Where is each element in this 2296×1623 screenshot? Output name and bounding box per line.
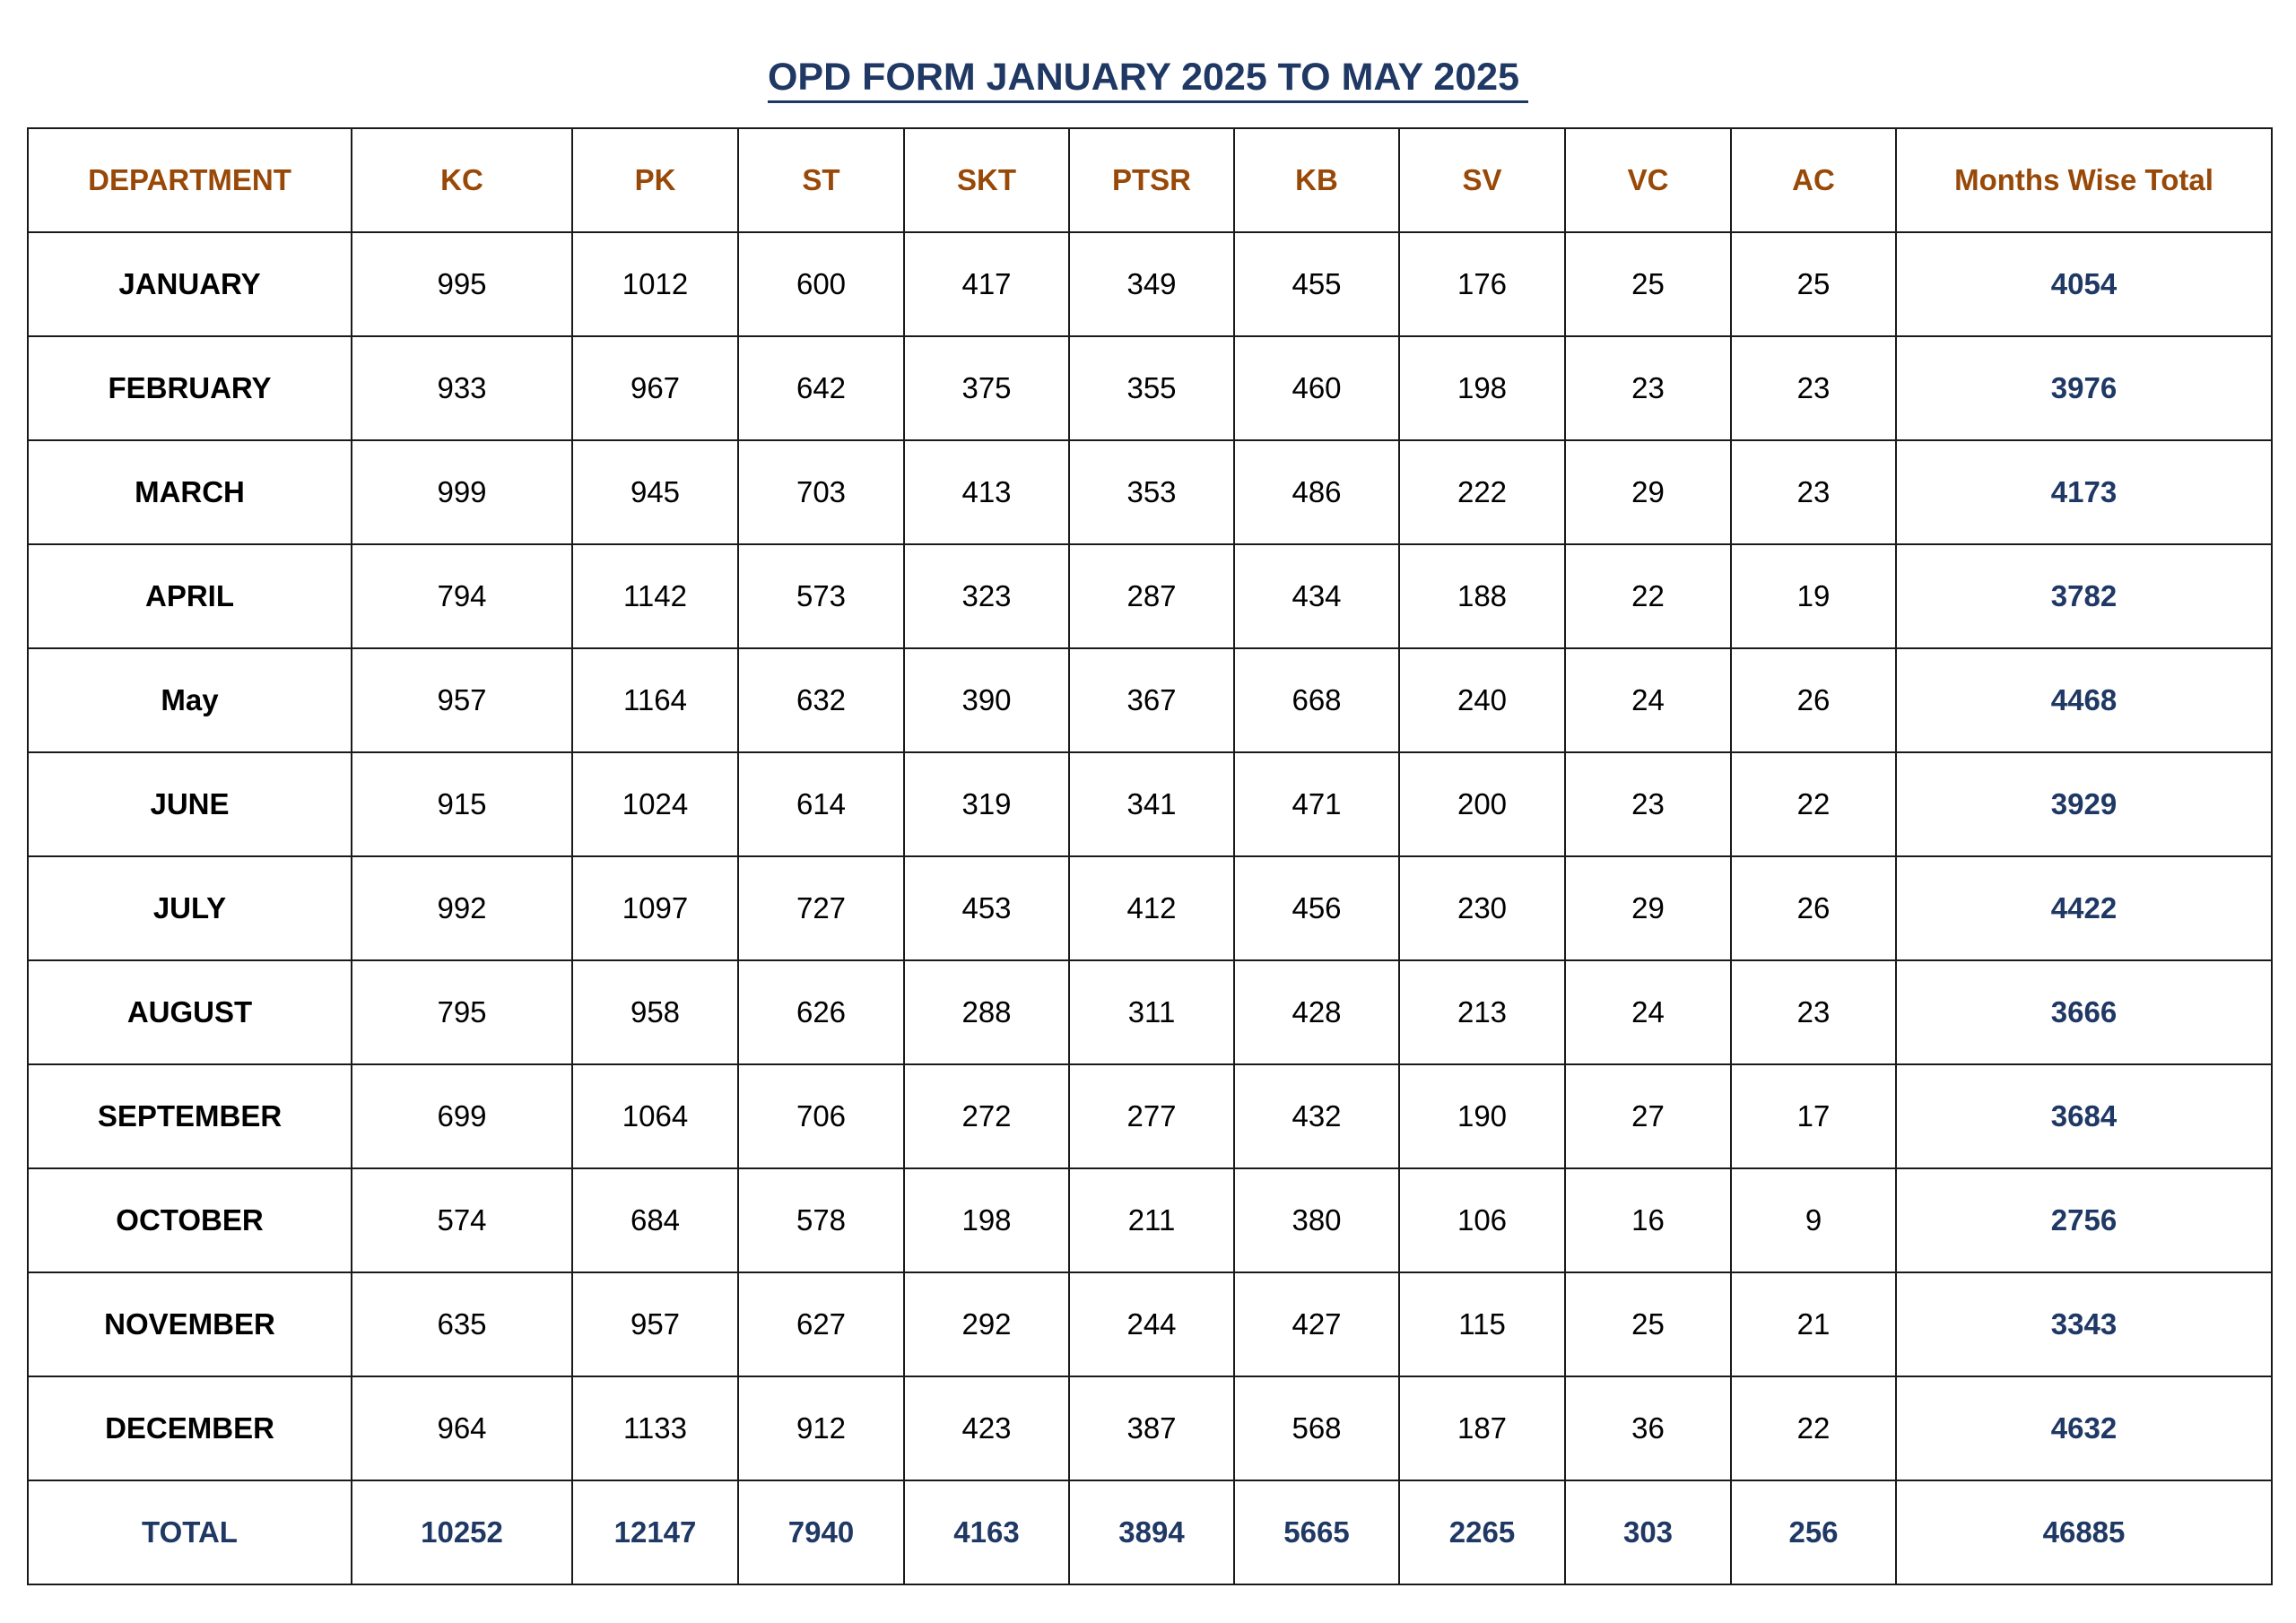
st-total: 7940: [738, 1480, 904, 1584]
header-kc: KC: [352, 128, 572, 232]
kc-value: 699: [352, 1064, 572, 1168]
ac-total: 256: [1731, 1480, 1896, 1584]
sv-value: 106: [1399, 1168, 1565, 1272]
months-wise-total-value: 3343: [1896, 1272, 2272, 1376]
sv-value: 190: [1399, 1064, 1565, 1168]
kb-value: 460: [1234, 336, 1399, 440]
pk-value: 1142: [572, 544, 738, 648]
header-pk: PK: [572, 128, 738, 232]
ac-value: 23: [1731, 960, 1896, 1064]
st-value: 627: [738, 1272, 904, 1376]
vc-value: 22: [1565, 544, 1731, 648]
kb-value: 432: [1234, 1064, 1399, 1168]
vc-value: 24: [1565, 648, 1731, 752]
kb-value: 471: [1234, 752, 1399, 856]
kc-value: 794: [352, 544, 572, 648]
kc-value: 635: [352, 1272, 572, 1376]
pk-total: 12147: [572, 1480, 738, 1584]
pk-value: 945: [572, 440, 738, 544]
skt-value: 417: [904, 232, 1069, 336]
vc-value: 23: [1565, 336, 1731, 440]
sv-value: 198: [1399, 336, 1565, 440]
header-department: DEPARTMENT: [28, 128, 352, 232]
grand-total: 46885: [1896, 1480, 2272, 1584]
months-wise-total-value: 3929: [1896, 752, 2272, 856]
sv-value: 176: [1399, 232, 1565, 336]
skt-value: 413: [904, 440, 1069, 544]
header-months-wise-total: Months Wise Total: [1896, 128, 2272, 232]
ptsr-total: 3894: [1069, 1480, 1234, 1584]
kb-value: 455: [1234, 232, 1399, 336]
month-label: May: [28, 648, 352, 752]
vc-value: 24: [1565, 960, 1731, 1064]
ptsr-value: 341: [1069, 752, 1234, 856]
kb-total: 5665: [1234, 1480, 1399, 1584]
skt-value: 423: [904, 1376, 1069, 1480]
ptsr-value: 311: [1069, 960, 1234, 1064]
header-ac: AC: [1731, 128, 1896, 232]
kc-value: 995: [352, 232, 572, 336]
skt-value: 272: [904, 1064, 1069, 1168]
kc-value: 964: [352, 1376, 572, 1480]
vc-value: 25: [1565, 232, 1731, 336]
skt-value: 319: [904, 752, 1069, 856]
pk-value: 1012: [572, 232, 738, 336]
vc-value: 27: [1565, 1064, 1731, 1168]
month-label: JULY: [28, 856, 352, 960]
month-row-may: [28, 648, 2272, 752]
kc-value: 574: [352, 1168, 572, 1272]
header-row: [28, 128, 2272, 232]
skt-total: 4163: [904, 1480, 1069, 1584]
kb-value: 456: [1234, 856, 1399, 960]
ac-value: 26: [1731, 856, 1896, 960]
skt-value: 375: [904, 336, 1069, 440]
pk-value: 1097: [572, 856, 738, 960]
skt-value: 323: [904, 544, 1069, 648]
month-row-august: [28, 960, 2272, 1064]
pk-value: 967: [572, 336, 738, 440]
sv-value: 188: [1399, 544, 1565, 648]
header-vc: VC: [1565, 128, 1731, 232]
vc-value: 25: [1565, 1272, 1731, 1376]
st-value: 632: [738, 648, 904, 752]
sv-value: 230: [1399, 856, 1565, 960]
sv-value: 222: [1399, 440, 1565, 544]
st-value: 614: [738, 752, 904, 856]
month-row-september: [28, 1064, 2272, 1168]
ac-value: 22: [1731, 1376, 1896, 1480]
ptsr-value: 211: [1069, 1168, 1234, 1272]
pk-value: 1024: [572, 752, 738, 856]
sv-total: 2265: [1399, 1480, 1565, 1584]
ac-value: 9: [1731, 1168, 1896, 1272]
months-wise-total-value: 4632: [1896, 1376, 2272, 1480]
st-value: 912: [738, 1376, 904, 1480]
ac-value: 21: [1731, 1272, 1896, 1376]
month-label: JANUARY: [28, 232, 352, 336]
kb-value: 427: [1234, 1272, 1399, 1376]
ac-value: 23: [1731, 336, 1896, 440]
month-row-july: [28, 856, 2272, 960]
ac-value: 19: [1731, 544, 1896, 648]
total-row: [28, 1480, 2272, 1584]
months-wise-total-value: 4468: [1896, 648, 2272, 752]
kc-value: 992: [352, 856, 572, 960]
month-row-october: [28, 1168, 2272, 1272]
ac-value: 26: [1731, 648, 1896, 752]
vc-total: 303: [1565, 1480, 1731, 1584]
month-label: APRIL: [28, 544, 352, 648]
kc-value: 957: [352, 648, 572, 752]
kc-value: 795: [352, 960, 572, 1064]
pk-value: 957: [572, 1272, 738, 1376]
st-value: 578: [738, 1168, 904, 1272]
month-row-june: [28, 752, 2272, 856]
ptsr-value: 277: [1069, 1064, 1234, 1168]
month-label: FEBRUARY: [28, 336, 352, 440]
header-sv: SV: [1399, 128, 1565, 232]
vc-value: 23: [1565, 752, 1731, 856]
opd-table: [27, 127, 2273, 1585]
header-ptsr: PTSR: [1069, 128, 1234, 232]
pk-value: 1064: [572, 1064, 738, 1168]
month-label: JUNE: [28, 752, 352, 856]
months-wise-total-value: 3684: [1896, 1064, 2272, 1168]
pk-value: 1164: [572, 648, 738, 752]
vc-value: 29: [1565, 440, 1731, 544]
ptsr-value: 367: [1069, 648, 1234, 752]
month-label: MARCH: [28, 440, 352, 544]
months-wise-total-value: 4054: [1896, 232, 2272, 336]
total-label: TOTAL: [28, 1480, 352, 1584]
kc-value: 915: [352, 752, 572, 856]
month-row-november: [28, 1272, 2272, 1376]
month-label: DECEMBER: [28, 1376, 352, 1480]
months-wise-total-value: 2756: [1896, 1168, 2272, 1272]
months-wise-total-value: 3666: [1896, 960, 2272, 1064]
st-value: 706: [738, 1064, 904, 1168]
month-row-february: [28, 336, 2272, 440]
sv-value: 240: [1399, 648, 1565, 752]
st-value: 642: [738, 336, 904, 440]
months-wise-total-value: 3782: [1896, 544, 2272, 648]
st-value: 600: [738, 232, 904, 336]
page-title: OPD FORM JANUARY 2025 TO MAY 2025: [768, 58, 1528, 103]
ptsr-value: 287: [1069, 544, 1234, 648]
kc-value: 999: [352, 440, 572, 544]
month-row-december: [28, 1376, 2272, 1480]
month-label: AUGUST: [28, 960, 352, 1064]
vc-value: 36: [1565, 1376, 1731, 1480]
month-label: NOVEMBER: [28, 1272, 352, 1376]
kb-value: 434: [1234, 544, 1399, 648]
kb-value: 428: [1234, 960, 1399, 1064]
kb-value: 486: [1234, 440, 1399, 544]
months-wise-total-value: 4422: [1896, 856, 2272, 960]
kb-value: 380: [1234, 1168, 1399, 1272]
month-row-april: [28, 544, 2272, 648]
sv-value: 200: [1399, 752, 1565, 856]
ptsr-value: 244: [1069, 1272, 1234, 1376]
header-kb: KB: [1234, 128, 1399, 232]
kb-value: 668: [1234, 648, 1399, 752]
ptsr-value: 355: [1069, 336, 1234, 440]
skt-value: 390: [904, 648, 1069, 752]
kb-value: 568: [1234, 1376, 1399, 1480]
kc-total: 10252: [352, 1480, 572, 1584]
ac-value: 22: [1731, 752, 1896, 856]
skt-value: 288: [904, 960, 1069, 1064]
ptsr-value: 387: [1069, 1376, 1234, 1480]
ptsr-value: 353: [1069, 440, 1234, 544]
kc-value: 933: [352, 336, 572, 440]
month-label: OCTOBER: [28, 1168, 352, 1272]
ac-value: 25: [1731, 232, 1896, 336]
skt-value: 453: [904, 856, 1069, 960]
vc-value: 16: [1565, 1168, 1731, 1272]
month-row-march: [28, 440, 2272, 544]
st-value: 573: [738, 544, 904, 648]
ac-value: 17: [1731, 1064, 1896, 1168]
st-value: 727: [738, 856, 904, 960]
st-value: 703: [738, 440, 904, 544]
sv-value: 213: [1399, 960, 1565, 1064]
month-label: SEPTEMBER: [28, 1064, 352, 1168]
sv-value: 115: [1399, 1272, 1565, 1376]
month-row-january: [28, 232, 2272, 336]
header-st: ST: [738, 128, 904, 232]
months-wise-total-value: 3976: [1896, 336, 2272, 440]
pk-value: 684: [572, 1168, 738, 1272]
skt-value: 292: [904, 1272, 1069, 1376]
sv-value: 187: [1399, 1376, 1565, 1480]
ac-value: 23: [1731, 440, 1896, 544]
pk-value: 1133: [572, 1376, 738, 1480]
vc-value: 29: [1565, 856, 1731, 960]
months-wise-total-value: 4173: [1896, 440, 2272, 544]
header-skt: SKT: [904, 128, 1069, 232]
skt-value: 198: [904, 1168, 1069, 1272]
st-value: 626: [738, 960, 904, 1064]
pk-value: 958: [572, 960, 738, 1064]
ptsr-value: 412: [1069, 856, 1234, 960]
ptsr-value: 349: [1069, 232, 1234, 336]
